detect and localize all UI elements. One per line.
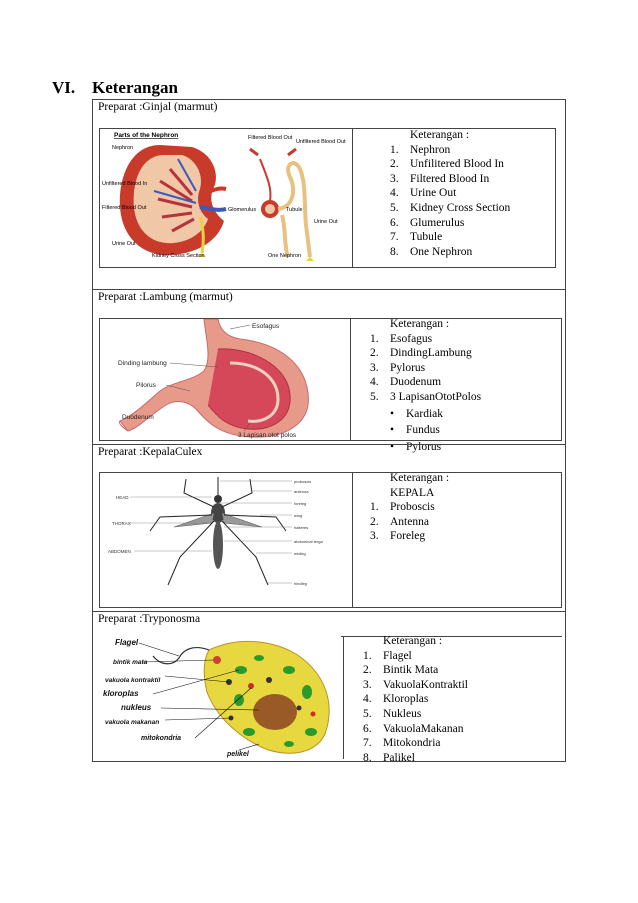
tryponosma-box	[99, 635, 562, 764]
item-number: 2.	[370, 347, 379, 360]
label-wing: wing	[294, 513, 303, 518]
section-title-culex: Preparat :KepalaCulex	[98, 446, 203, 458]
label-unfiltered-blood-out: Unfiltered Blood Out	[296, 139, 346, 145]
keterangan-list-culex	[370, 471, 449, 544]
section-title-ginjal: Preparat :Ginjal (marmut)	[98, 101, 218, 113]
label-mitokondria: mitokondria	[141, 735, 182, 742]
item-text: Urine Out	[410, 187, 457, 200]
keterangan-item	[370, 375, 481, 390]
culex-box	[99, 472, 562, 608]
item-text: Kloroplas	[383, 693, 429, 706]
keterangan-item	[363, 751, 468, 766]
label-pelikel: pelikel	[227, 751, 249, 758]
keterangan-subtitle: KEPALA	[390, 486, 435, 499]
label-halteres: halteres	[294, 525, 309, 530]
item-text: Unfilitered Blood In	[410, 158, 504, 171]
item-number: 8.	[363, 751, 372, 764]
label-glomerulus: Glomerulus	[228, 207, 257, 213]
label-esofagus: Esofagus	[252, 323, 280, 330]
keterangan-title: Keterangan :	[383, 635, 443, 647]
item-text: Foreleg	[390, 530, 426, 543]
item-text: Proboscis	[390, 501, 435, 514]
keterangan-item	[370, 332, 481, 347]
item-number: 5.	[390, 201, 399, 214]
stomach-diagram	[100, 319, 348, 440]
label-hindleg: hindleg	[294, 581, 307, 586]
euglena-diagram	[99, 636, 341, 759]
bullet-icon: •	[390, 440, 395, 453]
label-pilorus: Pilorus	[136, 382, 156, 389]
item-text: DindingLambung	[390, 347, 472, 360]
item-number: 5.	[370, 390, 379, 403]
label-thorax: THORAX	[112, 521, 131, 526]
label-head: HEAD	[116, 495, 129, 500]
item-number: 6.	[390, 216, 399, 229]
label-lapisan: 3 Lapisan otot polos	[238, 432, 297, 439]
subitem-text: Pylorus	[406, 440, 442, 453]
keterangan-item	[370, 515, 449, 530]
keterangan-item	[370, 361, 481, 376]
label-kloroplas: kloroplas	[103, 689, 139, 698]
keterangan-item	[390, 157, 510, 172]
item-number: 4.	[363, 693, 372, 706]
item-text: Bintik Mata	[383, 664, 439, 677]
item-number: 1.	[370, 332, 379, 345]
item-text: Filtered Blood In	[410, 172, 490, 185]
keterangan-item	[363, 678, 468, 693]
item-text: Nephron	[410, 143, 451, 156]
label-filtered-out: Filtered Blood Out	[102, 205, 147, 211]
label-urine-out: Urine Out	[112, 241, 136, 247]
item-number: 7.	[363, 737, 372, 750]
label-duodenum: Duodenum	[122, 414, 154, 421]
label-dinding: Dinding lambung	[118, 360, 167, 367]
label-antenna: antenna	[294, 489, 309, 494]
item-number: 2.	[363, 664, 372, 677]
item-text: Antenna	[390, 515, 429, 528]
section-heading	[52, 78, 178, 98]
label-one-nephron: One Nephron	[268, 253, 302, 259]
keterangan-table	[92, 99, 566, 762]
keterangan-item	[370, 500, 449, 515]
item-number: 3.	[390, 172, 399, 185]
item-number: 1.	[390, 143, 399, 156]
label-abdominal: abdominal terga	[294, 539, 323, 544]
item-text: Mitokondria	[383, 737, 441, 750]
section-divider	[93, 289, 565, 290]
section-divider	[93, 444, 565, 445]
item-number: 1.	[363, 649, 372, 662]
keterangan-item	[390, 216, 510, 231]
keterangan-item	[363, 663, 468, 678]
keterangan-item	[390, 172, 510, 187]
item-number: 8.	[390, 245, 399, 258]
keterangan-subitem	[370, 407, 481, 422]
item-text: Kidney Cross Section	[410, 201, 511, 214]
heading-number: VI.	[52, 78, 76, 97]
label-nukleus: nukleus	[121, 703, 152, 712]
section-title-lambung: Preparat :Lambung (marmut)	[98, 291, 233, 303]
item-text: Esofagus	[390, 332, 433, 345]
keterangan-item	[390, 230, 510, 245]
keterangan-item	[363, 692, 468, 707]
item-number: 3.	[370, 361, 379, 374]
column-divider	[352, 129, 353, 267]
keterangan-item	[363, 736, 468, 751]
keterangan-title: Keterangan :	[390, 318, 450, 330]
label-midleg: midleg	[294, 551, 306, 556]
label-vakuola-k: vakuola kontraktil	[105, 677, 161, 684]
keterangan-item	[363, 649, 468, 664]
keterangan-item	[370, 529, 449, 544]
item-number: 3.	[370, 530, 379, 543]
label-nephron: Nephron	[112, 145, 134, 151]
label-proboscis: proboscis	[294, 479, 312, 484]
heading-title: Keterangan	[92, 78, 178, 97]
keterangan-list-tryponosma	[363, 634, 468, 765]
label-foreleg: foreleg	[294, 501, 307, 506]
keterangan-item	[390, 186, 510, 201]
subitem-text: Kardiak	[406, 407, 444, 420]
label-abdomen: ABDOMEN	[108, 549, 131, 554]
keterangan-item	[363, 707, 468, 722]
column-divider	[352, 473, 353, 607]
keterangan-item	[370, 390, 481, 405]
keterangan-item	[363, 722, 468, 737]
keterangan-item	[370, 346, 481, 361]
keterangan-item	[390, 201, 510, 216]
nephron-diagram	[100, 129, 350, 267]
keterangan-title: Keterangan :	[390, 472, 450, 484]
ginjal-box	[99, 128, 556, 268]
item-number: 2.	[390, 158, 399, 171]
label-bintik: bintik mata	[113, 659, 148, 666]
item-number: 4.	[370, 376, 379, 389]
item-text: 3 LapisanOtotPolos	[390, 390, 482, 403]
column-divider	[350, 319, 351, 440]
keterangan-item	[390, 143, 510, 158]
label-unfiltered-in: Unfiltered Blood In	[102, 181, 148, 187]
item-text: VakuolaMakanan	[383, 722, 464, 735]
keterangan-list-ginjal	[390, 128, 510, 259]
label-kidney-cs: Kidney Cross Section	[152, 253, 205, 259]
item-number: 6.	[363, 722, 372, 735]
section-title-tryponosma: Preparat :Tryponosma	[98, 613, 201, 625]
item-text: Tubule	[410, 231, 443, 244]
column-divider	[343, 636, 344, 759]
item-text: Nukleus	[383, 707, 422, 720]
keterangan-subitem	[370, 423, 481, 438]
item-number: 5.	[363, 707, 372, 720]
item-number: 7.	[390, 231, 399, 244]
item-text: VakuolaKontraktil	[383, 678, 468, 691]
bullet-icon: •	[390, 407, 395, 420]
keterangan-item	[390, 245, 510, 260]
item-number: 4.	[390, 187, 399, 200]
keterangan-list-lambung	[370, 317, 481, 454]
item-text: Flagel	[383, 649, 412, 662]
label-urine-out-2: Urine Out	[314, 219, 338, 225]
item-number: 1.	[370, 501, 379, 514]
label-tubule: Tubule	[286, 207, 303, 213]
item-number: 3.	[363, 678, 372, 691]
keterangan-subitem	[370, 440, 481, 455]
nephron-fig-title: Parts of the Nephron	[114, 132, 179, 139]
subitem-text: Fundus	[406, 424, 440, 437]
keterangan-title: Keterangan :	[410, 129, 470, 141]
section-divider	[93, 611, 565, 612]
label-vakuola-m: vakuola makanan	[105, 719, 160, 726]
item-text: Duodenum	[390, 376, 442, 389]
bullet-icon: •	[390, 424, 395, 437]
item-text: Glumerulus	[410, 216, 465, 229]
mosquito-diagram	[100, 473, 350, 607]
label-flagel: Flagel	[115, 638, 139, 647]
item-number: 2.	[370, 515, 379, 528]
item-text: Pylorus	[390, 361, 426, 374]
item-text: One Nephron	[410, 245, 473, 258]
label-filtered-blood-out: Filtered Blood Out	[248, 135, 293, 141]
item-text: Palikel	[383, 751, 415, 764]
